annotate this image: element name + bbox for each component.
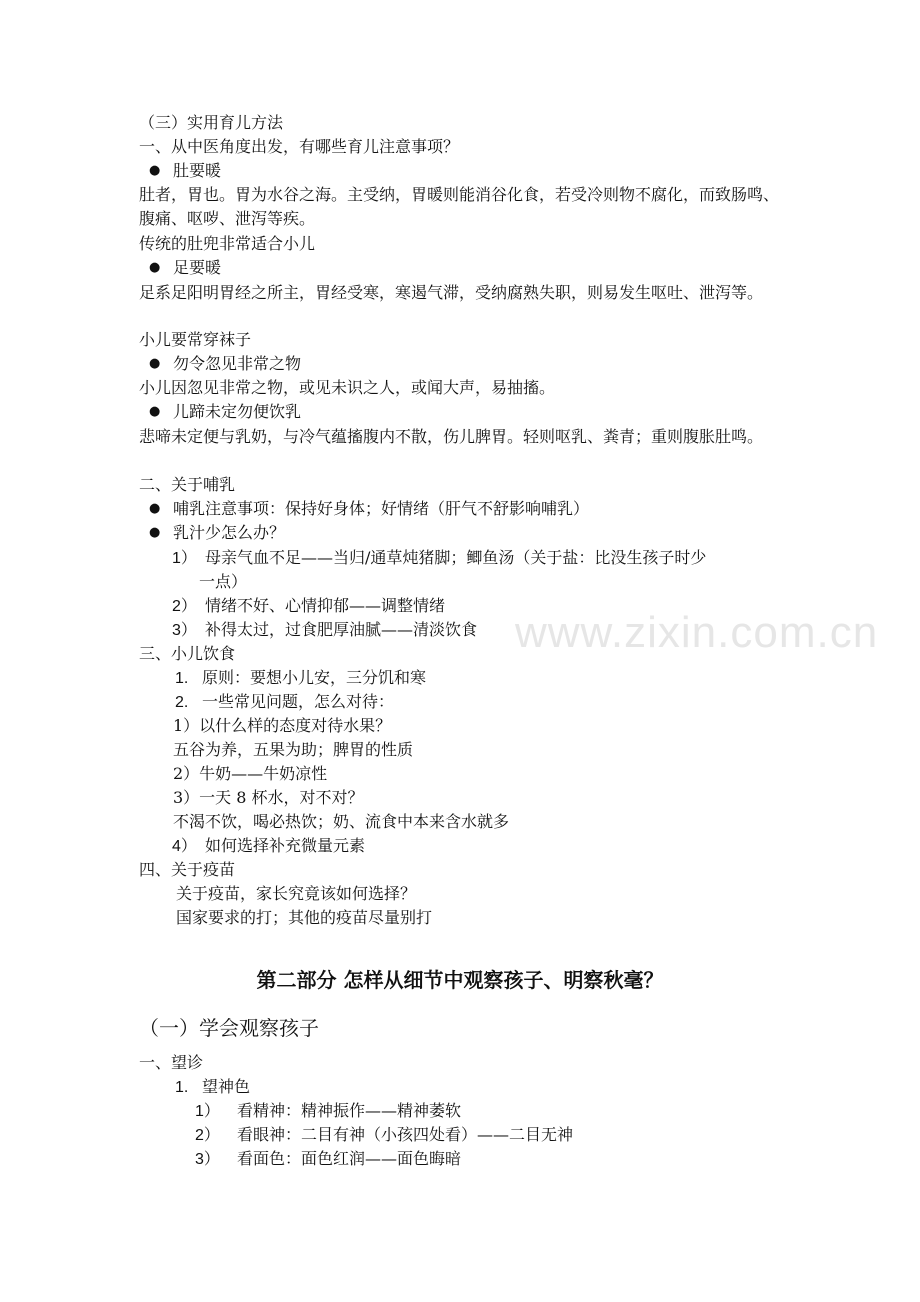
paragraph: 小儿要常穿袜子 (139, 330, 252, 349)
list-item: 补得太过，过食肥厚油腻——清淡饮食 (205, 620, 478, 639)
list-number: 1） (195, 1103, 220, 1120)
question: 如何选择补充微量元素 (205, 836, 366, 855)
subsection-title-2: 二、关于哺乳 (139, 475, 236, 494)
list-item: 情绪不好、心情抑郁——调整情绪 (205, 596, 446, 615)
subsection-title-3: 三、小儿饮食 (139, 644, 236, 663)
paragraph: 传统的肚兜非常适合小儿 (139, 234, 316, 253)
bullet-item: ● 肚要暖 (173, 160, 221, 182)
list-number: 3） (195, 1151, 220, 1168)
list-number: 2. (175, 694, 189, 711)
list-item: 母亲气血不足——当归/通草炖猪脚；鲫鱼汤（关于盐：比没生孩子时少 (205, 548, 707, 567)
section-heading: （一）学会观察孩子 (139, 1016, 319, 1040)
list-item: 一些常见问题，怎么对待： (202, 692, 395, 711)
answer: 五谷为养，五果为助；脾胃的性质 (173, 740, 414, 759)
subsection-title: 一、望诊 (139, 1053, 204, 1072)
paragraph: 肚者，胃也。胃为水谷之海。主受纳，胃暖则能消谷化食，若受冷则物不腐化，而致肠鸣、腹痛、呕哕、泄泻等疾。 (139, 185, 780, 228)
list-item: 看眼神：二目有神（小孩四处看）——二目无神 (237, 1125, 574, 1144)
bullet-item: ● 哺乳注意事项：保持好身体；好情绪（肝气不舒影响哺乳） (173, 498, 589, 520)
part-title: 第二部分 怎样从细节中观察孩子、明察秋毫？ (256, 968, 664, 992)
list-item-continued: 一点） (199, 572, 248, 591)
list-item: 看精神：精神振作——精神萎软 (237, 1101, 462, 1120)
question: 3）一天 8 杯水，对不对？ (173, 788, 364, 807)
bullet-item: ● 勿令忽见非常之物 (173, 353, 301, 375)
question: 1）以什么样的态度对待水果？ (173, 716, 392, 735)
list-number: 4） (172, 838, 197, 855)
list-item: 原则：要想小儿安，三分饥和寒 (202, 668, 427, 687)
list-number: 1. (175, 670, 189, 687)
paragraph: 悲啼未定便与乳奶，与冷气蕴搐腹内不散，伤儿脾胃。轻则呕乳、粪青；重则腹胀肚鸣。 (139, 427, 764, 446)
list-number: 2） (172, 598, 197, 615)
bullet-item: ● 乳汁少怎么办？ (173, 522, 285, 544)
question: 2）牛奶——牛奶凉性 (173, 764, 328, 783)
paragraph: 国家要求的打；其他的疫苗尽量别打 (176, 908, 433, 927)
paragraph: 小儿因忽见非常之物，或见未识之人，或闻大声，易抽搐。 (139, 378, 556, 397)
subsection-title-1: 一、从中医角度出发，有哪些育儿注意事项？ (139, 137, 460, 156)
bullet-item: ● 儿蹄未定勿便饮乳 (173, 401, 301, 423)
paragraph: 关于疫苗，家长究竟该如何选择？ (176, 884, 417, 903)
subsection-title-4: 四、关于疫苗 (139, 860, 236, 879)
list-item: 望神色 (202, 1077, 251, 1096)
list-number: 3） (172, 622, 197, 639)
paragraph: 足系足阳明胃经之所主，胃经受寒，寒遏气滞，受纳腐熟失职，则易发生呕吐、泄泻等。 (139, 283, 764, 302)
bullet-item: ● 足要暖 (173, 257, 221, 279)
section-heading: （三）实用育儿方法 (139, 113, 284, 132)
list-number: 1） (172, 550, 197, 567)
answer: 不渴不饮，喝必热饮；奶、流食中本来含水就多 (173, 812, 510, 831)
watermark: www.zixin.com.cn (515, 608, 879, 657)
list-number: 2） (195, 1127, 220, 1144)
list-number: 1. (175, 1079, 189, 1096)
list-item: 看面色：面色红润——面色晦暗 (237, 1149, 462, 1168)
